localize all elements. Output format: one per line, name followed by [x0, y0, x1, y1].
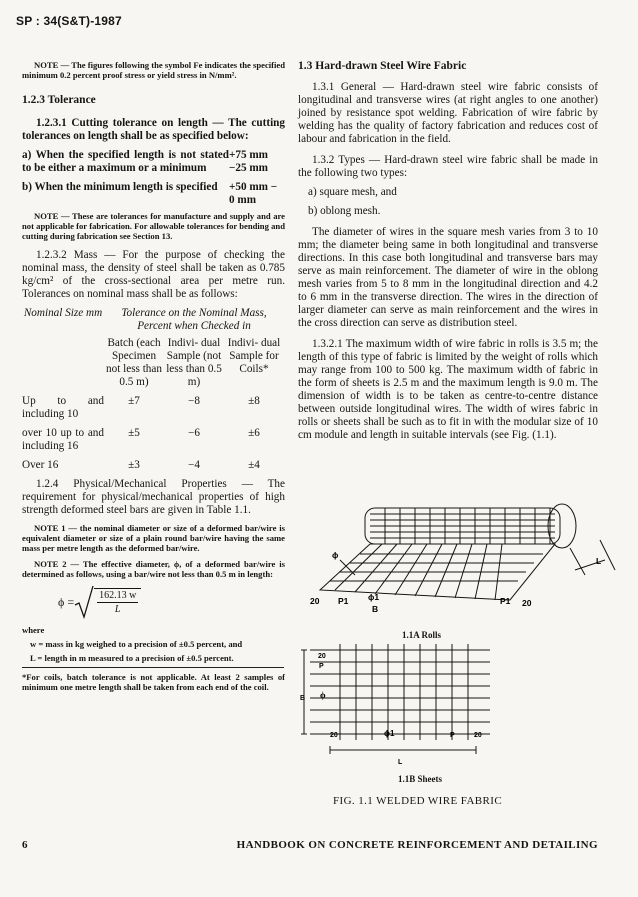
diameter-formula: ϕ = 162.13 w L [58, 585, 285, 619]
para-1-2-3-1: 1.2.3.1 Cutting tolerance on length — The cutting tolerances on length shall be as specified below: [22, 117, 285, 142]
svg-text:20: 20 [318, 653, 326, 660]
svg-text:P: P [319, 663, 324, 670]
svg-text:L: L [596, 556, 602, 566]
def-w: w = mass in kg weighed to a precision of ±0.5 percent, and [30, 639, 243, 649]
heading-1-2-3: 1.2.3 Tolerance [22, 94, 96, 106]
note-2: NOTE 2 — The effective diameter, ϕ, of a deformed bar/wire is determined as follows, using a bar/wire not less than 0.5 m in length: [22, 559, 285, 579]
figure-rolls [300, 500, 620, 620]
svg-text:20: 20 [310, 596, 320, 606]
figure-sheets [300, 640, 500, 770]
svg-text:P: P [450, 732, 455, 739]
page-header: SP : 34(S&T)-1987 [16, 14, 122, 28]
svg-text:ϕ1: ϕ1 [368, 592, 380, 602]
svg-text:ϕ: ϕ [320, 690, 326, 700]
note-1: NOTE 1 — the nominal diameter or size of a deformed bar/wire is equivalent diameter or size of a plain round bar/wire having the same mass per metre length as the deformed bar/wire. [22, 523, 285, 553]
table-row: Up to and including 10 ±7 −8 ±8 [22, 395, 260, 420]
caption-sheets: 1.1B Sheets [398, 774, 443, 784]
para-1-3-2-1: 1.3.2.1 The maximum width of wire fabric in rolls is 3.5 m; the length of this type of fabric is limited by the weight of rolls which may range from 100 to 500 kg. The maximum width of fabric in the form of sheets is 2.5 m and the maximum length is 9.0 m. The dimension of width is to be taken as centre-to-centre distance between outside longitudinal wires. The width of wires fabric in rolls or sheets shall be such as to fit in with the modular size of 10 cm module and length in suitable intervals (see Fig. (1.1). [298, 338, 598, 441]
sqrt-sign [74, 585, 94, 619]
tolerance-item-b: b) When the minimum length is specified +50 mm − 0 mm [22, 181, 278, 206]
col-individual: Indivi- dual Sample (not less than 0.5 m) [166, 337, 222, 388]
para-diameter: The diameter of wires in the square mesh varies from 3 to 10 mm; the diameter being same in both longitudinal and transverse directions. In this case both longitudinal and transverse bars may serve as main reinforcement. The diameter of wire in the oblong mesh varies from 5 to 8 mm in the longitudinal direction and 4.2 to 6 mm in the transverse direction. The wires in the direction of larger diameter can serve as main reinforcement and the wires in the cross direction can serve as distribution steel. [298, 226, 598, 329]
caption-rolls: 1.1A Rolls [402, 630, 442, 640]
footnote: *For coils, batch tolerance is not applicable. At least 2 samples of minimum one metre length shall be taken from each end of the coil. [22, 672, 285, 692]
heading-1-3: 1.3 Hard-drawn Steel Wire Fabric [298, 60, 467, 72]
table-head-size: Nominal Size mm [23, 307, 103, 319]
svg-text:L: L [398, 759, 403, 766]
para-1-2-3-2: 1.2.3.2 Mass — For the purpose of checking the nominal mass, the density of steel shall be taken as 0.785 kg/cm² of the cross-sectional area per metre run. Tolerances on nominal mass shall be as follows: [22, 249, 285, 300]
svg-text:B: B [300, 695, 306, 702]
table-head-tolerance: Tolerance on the Nominal Mass, Percent when Checked in [121, 307, 267, 332]
col-coils: Indivi- dual Sample for Coils* [227, 337, 281, 375]
note-fe: NOTE — The figures following the symbol Fe indicates the specified minimum 0.2 percent proof stress or yield stress in N/mm². [22, 60, 285, 80]
para-1-3-2: 1.3.2 Types — Hard-drawn steel wire fabric shall be made in the following two types: [298, 154, 598, 179]
where-label: where [22, 625, 45, 635]
para-1-3-1: 1.3.1 General — Hard-drawn steel wire fabric consists of longitudinal and transverse wires (at right angles to one another) joined by resistance spot welding. Fabrication of wire fabric by welding has the quality of factory fabrication and reduces cost of labour and fabrication in the field. [298, 81, 598, 145]
table-row: Over 16 ±3 −4 ±4 [22, 459, 260, 471]
svg-text:20: 20 [474, 732, 482, 739]
right-column [298, 60, 598, 442]
left-column [22, 60, 285, 692]
type-b: b) oblong mesh. [308, 205, 381, 217]
def-l: L = length in m measured to a precision of ±0.5 percent. [30, 653, 234, 663]
footer-title: HANDBOOK ON CONCRETE REINFORCEMENT AND DETAILING [236, 839, 598, 851]
svg-text:20: 20 [522, 598, 532, 608]
tolerance-item-a: a) When the specified length is not stated to be either a maximum or a minimum +75 mm −25 mm [22, 149, 268, 174]
figure-caption: FIG. 1.1 WELDED WIRE FABRIC [333, 795, 503, 807]
svg-text:P1: P1 [500, 596, 511, 606]
page-number: 6 [22, 839, 28, 851]
note-tolerance: NOTE — These are tolerances for manufacture and supply and are not applicable for fabrication. For allowable tolerances for bending and cutting during fabrication see Section 13. [22, 211, 285, 241]
svg-text:20: 20 [330, 732, 338, 739]
svg-text:ϕ1: ϕ1 [384, 729, 395, 738]
svg-text:B: B [372, 604, 379, 614]
col-batch: Batch (each Specimen not less than 0.5 m) [106, 337, 162, 388]
footnote-rule [22, 667, 284, 668]
svg-text:P1: P1 [338, 596, 349, 606]
table-row: over 10 up to and including 16 ±5 −6 ±6 [22, 427, 260, 452]
type-a: a) square mesh, and [308, 186, 397, 198]
label-phi: ϕ [332, 550, 339, 560]
para-1-2-4: 1.2.4 Physical/Mechanical Properties — The requirement for physical/mechanical properties of high strength deformed steel bars are given in Table 1.1. [22, 478, 285, 516]
mass-tolerance-table [22, 307, 285, 472]
